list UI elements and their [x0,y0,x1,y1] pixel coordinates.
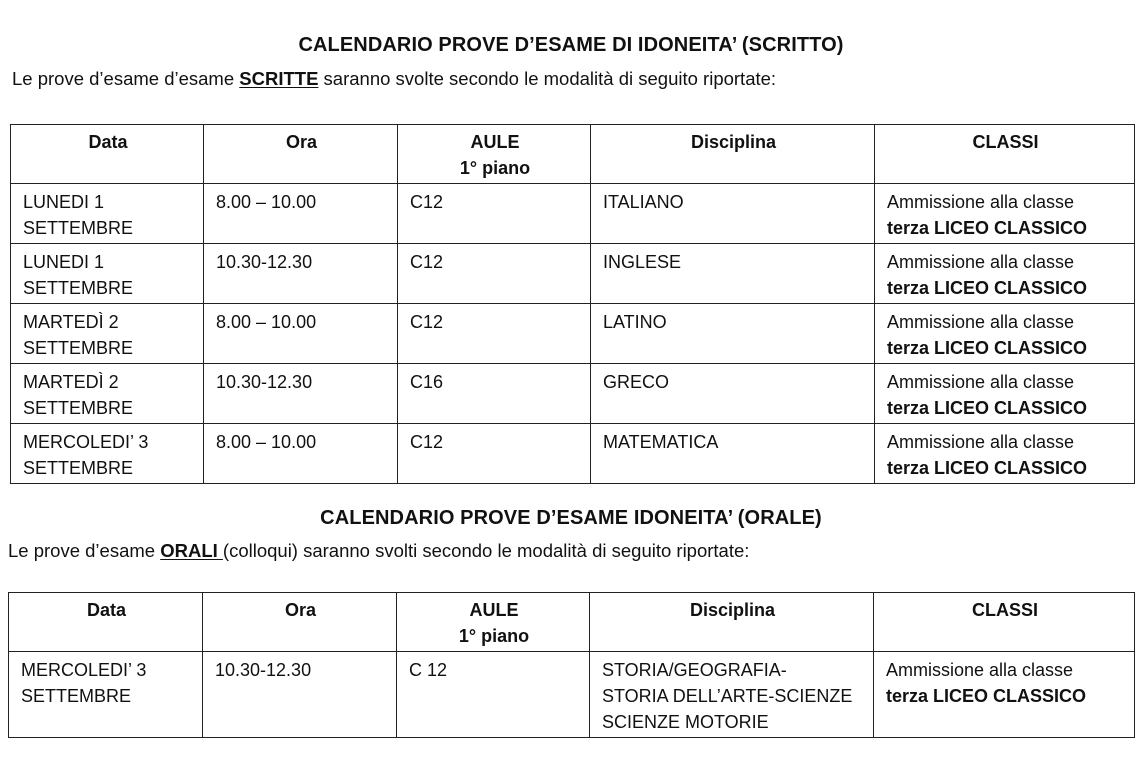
cell-data [11,304,204,364]
cell-classi [875,364,1135,424]
cell-data-line1: MARTEDÌ 2 [23,372,119,392]
header-aule-line2: 1° piano [459,158,531,178]
cell-ora: 8.00 – 10.00 [204,304,398,364]
cell-classi-line2: terza LICEO CLASSICO [887,278,1088,298]
cell-classi-line2: terza LICEO CLASSICO [886,686,1087,706]
header-classi: CLASSI [875,125,1135,184]
cell-classi-line1: Ammissione alla classe [887,252,1075,272]
cell-aula: C12 [398,304,591,364]
cell-aula: C12 [398,424,591,484]
header-aule [398,125,591,184]
table-header-row [9,593,1135,652]
cell-ora: 8.00 – 10.00 [204,184,398,244]
cell-classi-line1: Ammissione alla classe [887,192,1075,212]
cell-data [11,424,204,484]
cell-classi-line2: terza LICEO CLASSICO [887,398,1088,418]
oral-intro-start: Le prove d’esame [8,540,161,561]
header-disciplina: Disciplina [590,593,874,652]
table-header-row [11,125,1135,184]
header-ora: Ora [204,125,398,184]
header-aule-line1: AULE [470,132,520,152]
cell-data-line2: SETTEMBRE [23,338,134,358]
cell-ora: 10.30-12.30 [204,244,398,304]
cell-classi-line1: Ammissione alla classe [887,312,1075,332]
cell-aula: C16 [398,364,591,424]
cell-ora: 10.30-12.30 [204,364,398,424]
header-ora: Ora [203,593,397,652]
cell-data-line1: LUNEDI 1 [23,252,105,272]
cell-classi [875,424,1135,484]
cell-aula: C 12 [397,652,590,738]
written-intro [12,68,776,90]
cell-classi [875,304,1135,364]
cell-disciplina [590,652,874,738]
cell-data-line2: SETTEMBRE [23,398,134,418]
cell-ora: 10.30-12.30 [203,652,397,738]
cell-classi-line2: terza LICEO CLASSICO [887,218,1088,238]
header-classi: CLASSI [874,593,1135,652]
header-data: Data [9,593,203,652]
cell-disciplina: MATEMATICA [591,424,875,484]
cell-classi-line2: terza LICEO CLASSICO [887,338,1088,358]
cell-data-line1: LUNEDI 1 [23,192,105,212]
cell-data [11,184,204,244]
written-title: CALENDARIO PROVE D’ESAME DI IDONEITA’ (SCRITTO) [298,34,844,56]
header-aule-line2: 1° piano [458,626,530,646]
cell-classi [874,652,1135,738]
oral-title: CALENDARIO PROVE D’ESAME IDONEITA’ (ORALE) [320,507,822,529]
cell-disciplina: GRECO [591,364,875,424]
cell-data-line2: SETTEMBRE [21,686,132,706]
cell-data-line2: SETTEMBRE [23,218,134,238]
cell-data-line1: MARTEDÌ 2 [23,312,119,332]
cell-disciplina: LATINO [591,304,875,364]
written-intro-emphasis: SCRITTE [239,68,319,89]
header-aule [397,593,590,652]
cell-classi-line1: Ammissione alla classe [887,372,1075,392]
table-row [11,244,1135,304]
cell-data [11,364,204,424]
cell-ora: 8.00 – 10.00 [204,424,398,484]
cell-disciplina-line1: STORIA/GEOGRAFIA- [602,660,787,680]
oral-intro [8,540,749,562]
table-row [11,424,1135,484]
cell-disciplina: ITALIANO [591,184,875,244]
cell-disciplina: INGLESE [591,244,875,304]
cell-classi-line1: Ammissione alla classe [886,660,1074,680]
oral-intro-emphasis: ORALI [160,540,223,561]
header-disciplina: Disciplina [591,125,875,184]
written-intro-end: saranno svolte secondo le modalità di seguito riportate: [318,68,777,89]
cell-disciplina-line2: STORIA DELL’ARTE-SCIENZE [602,686,853,706]
oral-schedule-table [8,592,1135,738]
table-row [9,652,1135,738]
cell-aula: C12 [398,184,591,244]
cell-classi [875,184,1135,244]
table-row [11,184,1135,244]
cell-disciplina-line3: SCIENZE MOTORIE [602,712,769,732]
oral-intro-end: (colloqui) saranno svolti secondo le modalità di seguito riportate: [222,540,750,561]
table-row [11,364,1135,424]
cell-classi-line1: Ammissione alla classe [887,432,1075,452]
cell-classi [875,244,1135,304]
cell-data-line1: MERCOLEDI’ 3 [23,432,149,452]
cell-data-line1: MERCOLEDI’ 3 [21,660,147,680]
cell-data [9,652,203,738]
cell-classi-line2: terza LICEO CLASSICO [887,458,1088,478]
written-schedule-table [10,124,1135,484]
written-intro-start: Le prove d’esame d’esame [12,68,240,89]
header-aule-line1: AULE [469,600,519,620]
header-data: Data [11,125,204,184]
cell-data [11,244,204,304]
cell-data-line2: SETTEMBRE [23,458,134,478]
table-row [11,304,1135,364]
cell-aula: C12 [398,244,591,304]
cell-data-line2: SETTEMBRE [23,278,134,298]
